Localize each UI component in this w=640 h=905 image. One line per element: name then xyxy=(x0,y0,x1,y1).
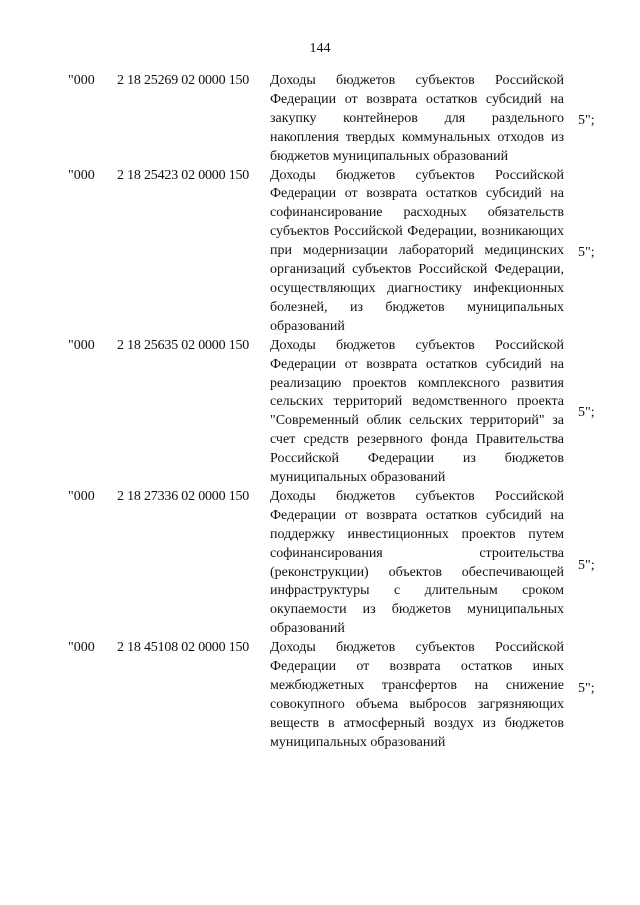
budget-code-table xyxy=(0,72,640,753)
table-row xyxy=(0,488,640,639)
page-number: 144 xyxy=(309,41,331,56)
budget-classification-code: 2 18 25635 02 0000 150 xyxy=(117,337,250,353)
row-percent: 5"; xyxy=(578,113,595,128)
row-prefix: "000 xyxy=(68,73,95,88)
table-row xyxy=(0,167,640,337)
row-description: Доходы бюджетов субъектов Российской Федерации от возврата остатков иных межбюджетных трансфертов на снижение совокупного объема выбросов загрязняющих веществ в атмосферный воздух из бюджетов муниципальных образований xyxy=(270,640,564,750)
row-description: Доходы бюджетов субъектов Российской Федерации от возврата остатков субсидий на реализацию проектов комплексного развития сельских территорий ведомственного проекта "Современный облик сельских территорий" за счет средств резервного фонда Правительства Российской Федерации из бюджетов муниципальных образований xyxy=(270,337,564,486)
budget-classification-code: 2 18 27336 02 0000 150 xyxy=(117,488,250,504)
budget-classification-code: 2 18 45108 02 0000 150 xyxy=(117,640,250,656)
budget-classification-code: 2 18 25423 02 0000 150 xyxy=(117,167,250,183)
row-percent: 5"; xyxy=(578,681,595,697)
budget-classification-code: 2 18 25269 02 0000 150 xyxy=(117,73,250,88)
row-prefix: "000 xyxy=(68,488,95,504)
row-description: Доходы бюджетов субъектов Российской Федерации от возврата остатков субсидий на поддержку инвестиционных проектов путем софинансирования строительства (реконструкции) объектов обеспечивающей инфраструктуры с длительным сроком окупаемости из бюджетов муниципальных образований xyxy=(270,488,564,637)
row-percent: 5"; xyxy=(578,244,595,260)
row-description: Доходы бюджетов субъектов Российской Федерации от возврата остатков субсидий на закупку контейнеров для раздельного накопления твердых коммунальных отходов из бюджетов муниципальных образований xyxy=(270,73,564,164)
row-percent: 5"; xyxy=(578,404,595,420)
table-row xyxy=(0,639,640,752)
row-prefix: "000 xyxy=(68,640,95,656)
table-row xyxy=(0,337,640,488)
table-row xyxy=(0,72,640,167)
row-percent: 5"; xyxy=(578,557,595,573)
row-description: Доходы бюджетов субъектов Российской Федерации от возврата остатков субсидий на софинансирование расходных обязательств субъектов Российской Федерации, возникающих при модернизации лабораторий медицинских организаций субъектов Российской Федерации, осуществляющих диагностику инфекционных болезней, из бюджетов муниципальных образований xyxy=(270,167,564,334)
row-prefix: "000 xyxy=(68,167,95,183)
row-prefix: "000 xyxy=(68,337,95,353)
